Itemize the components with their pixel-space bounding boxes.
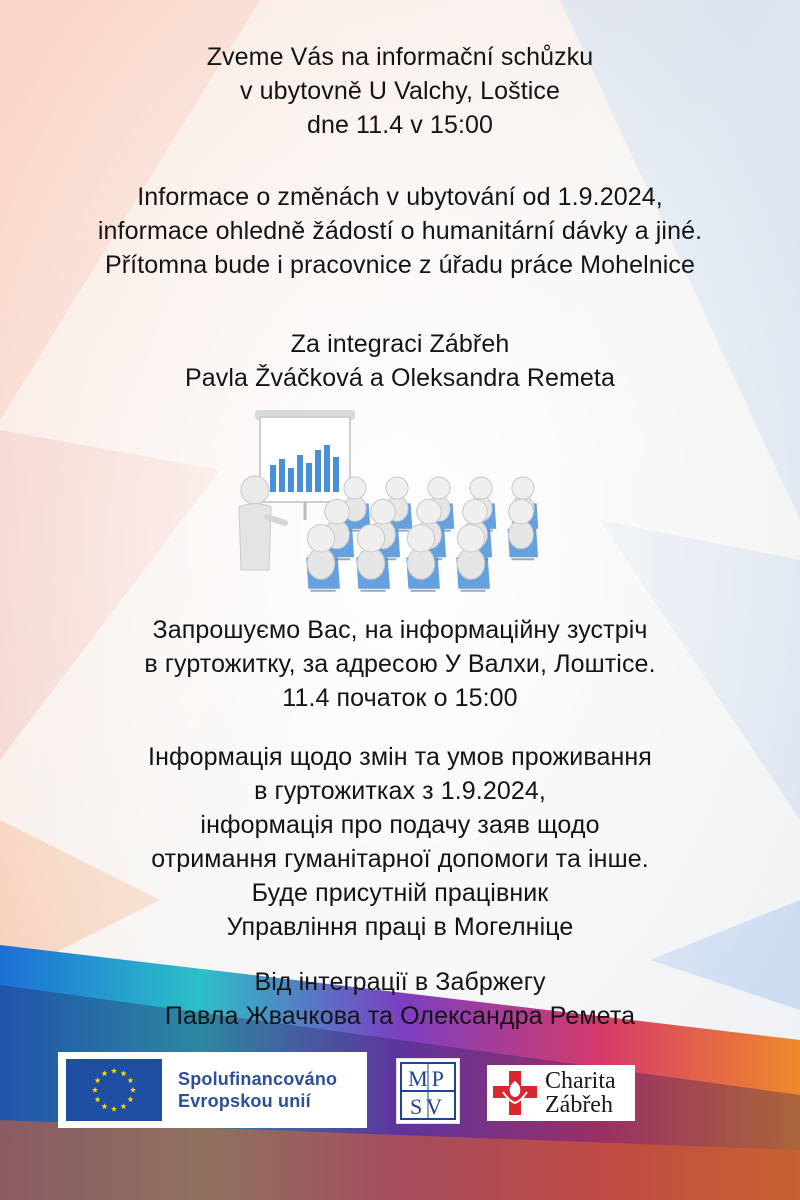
- ukrainian-info: Інформація щодо змін та умов проживання в гуртожитках з 1.9.2024, інформація про подачу заяв щодо отримання гуманітарної допомоги та інше. Буде присутній працівник Управління праці в Могелніце: [148, 743, 652, 941]
- eu-cofunded-logo: [58, 1052, 367, 1128]
- charita-logo-line1: Charita: [545, 1068, 616, 1094]
- mpsv-logo-bottom: SV: [409, 1094, 447, 1119]
- czech-info: Informace o změnách v ubytování od 1.9.2024, informace ohledně žádostí o humanitární dávky a jiné. Přítomna bude i pracovnice z úřadu práce Mohelnice: [97, 183, 703, 279]
- presentation-audience-icon: [225, 405, 575, 610]
- eu-flag-icon: [66, 1059, 162, 1121]
- mpsv-logo: [396, 1058, 460, 1124]
- ukrainian-invite: Запрошуємо Вас, на інформаційну зустріч в гуртожитку, за адресою У Валхи, Лоштісе. 11.4 початок о 15:00: [144, 616, 656, 712]
- mpsv-logo-top: MP: [408, 1066, 448, 1091]
- ukrainian-signature: Від інтеграції в Забржегу Павла Жвачкова та Олександра Ремета: [164, 968, 636, 1030]
- charita-logo-line2: Zábřeh: [545, 1092, 613, 1118]
- charita-logo: [487, 1065, 635, 1121]
- eu-logo-line2: Evropskou unií: [178, 1091, 311, 1111]
- czech-invite: Zveme Vás na informační schůzku v ubytovně U Valchy, Loštice dne 11.4 v 15:00: [206, 43, 594, 139]
- eu-logo-line1: Spolufinancováno: [178, 1069, 338, 1089]
- audience-figure: [343, 477, 370, 531]
- czech-signature: Za integraci Zábřeh Pavla Žváčková a Oleksandra Remeta: [185, 330, 615, 392]
- charita-cross-icon: [491, 1069, 539, 1117]
